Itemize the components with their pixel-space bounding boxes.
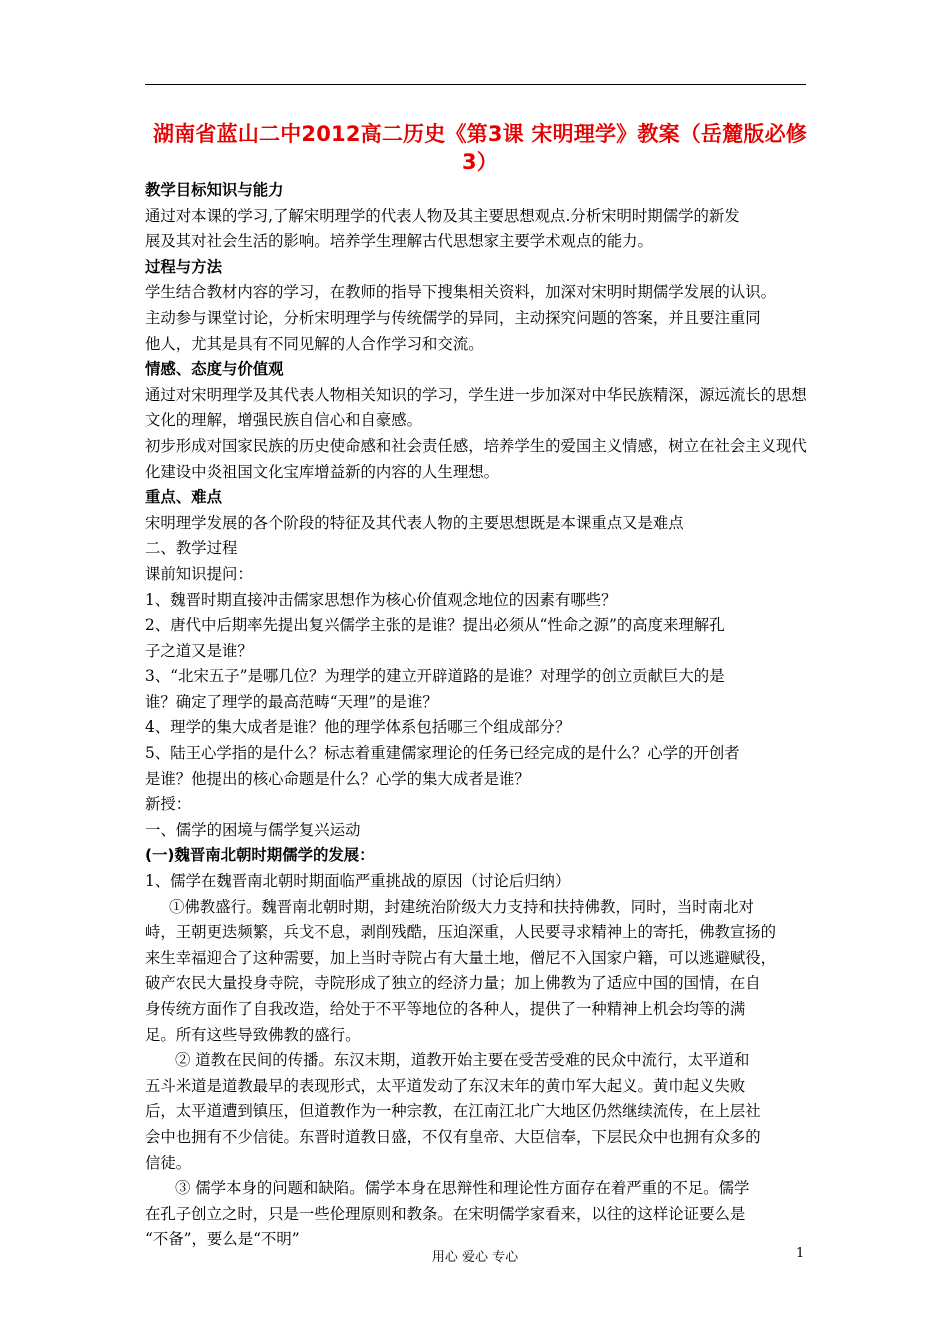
question-line: 1、魏晋时期直接冲击儒家思想作为核心价值观念地位的因素有哪些？ [145,590,617,609]
paragraph-line: 通过对本课的学习,了解宋明理学的代表人物及其主要思想观点.分析宋明时期儒学的新发 [145,206,740,225]
question-line: 5、陆王心学指的是什么？标志着重建儒家理论的任务已经完成的是什么？心学的开创者 [145,744,740,763]
subsection-heading: (一)魏晋南北朝时期儒学的发展： [145,846,375,865]
paragraph-line: 来生幸福迎合了这种需要，加上当时寺院占有大量土地，僧尼不入国家户籍，可以逃避赋役， [145,948,777,967]
paragraph-line: 足。所有这些导致佛教的盛行。 [145,1025,361,1044]
paragraph-line: 信徒。 [145,1153,192,1172]
title-line-1: 湖南省蓝山二中2012高二历史《第3课 宋明理学》教案（岳麓版必修 [153,122,807,146]
paragraph-line: 峙，王朝更迭频繁，兵戈不息，剥削残酷，压迫深重，人民要寻求精神上的寄托，佛教宣扬的 [145,923,777,942]
document-title [145,120,815,176]
question-line: 4、理学的集大成者是谁？他的理学体系包括哪三个组成部分？ [145,718,571,737]
document-body [145,178,857,1253]
heading-key-points: 重点、难点 [145,488,222,507]
paragraph-line: 身传统方面作了自我改造，给处于不平等地位的各种人，提供了一种精神上机会均等的满 [145,1000,746,1018]
header-rule [145,84,806,85]
paragraph-line: 破产农民大量投身寺院，寺院形成了独立的经济力量；加上佛教为了适应中国的国情，在自 [145,974,761,993]
paragraph-line: 1、儒学在魏晋南北朝时期面临严重挑战的原因（讨论后归纳） [145,872,571,891]
question-line: 是谁？他提出的核心命题是什么？心学的集大成者是谁？ [145,769,530,788]
paragraph-line: 主动参与课堂讨论，分析宋明理学与传统儒学的异同，主动探究问题的答案，并且要注重同 [145,308,761,327]
title-line-2: 3） [461,150,498,174]
paragraph-line: 五斗米道是道教最早的表现形式，太平道发动了东汉末年的黄巾军大起义。黄巾起义失败 [145,1076,746,1095]
footer-slogan: 用心 爱心 专心 [431,1250,519,1265]
question-line: 2、唐代中后期率先提出复兴儒学主张的是谁？提出必须从“性命之源”的高度来理解孔 [145,616,725,635]
heading-process-method: 过程与方法 [145,257,222,276]
paragraph-line: 他人，尤其是具有不同见解的人合作学习和交流。 [145,334,484,353]
question-line: 3、“北宋五子”是哪几位？为理学的建立开辟道路的是谁？对理学的创立贡献巨大的是 [145,667,725,686]
paragraph-line: 在孔子创立之时，只是一些伦理原则和教条。在宋明儒学家看来，以往的这样论证要么是 [145,1204,746,1223]
section-heading: 一、儒学的困境与儒学复兴运动 [145,820,361,839]
paragraph-line: 通过对宋明理学及其代表人物相关知识的学习，学生进一步加深对中华民族精深，源远流长的思想 [145,385,807,404]
paragraph-line: 化建设中炎祖国文化宝库增益新的内容的人生理想。 [145,462,499,481]
paragraph-line: 展及其对社会生活的影响。培养学生理解古代思想家主要学术观点的能力。 [145,232,653,251]
paragraph-line: 学生结合教材内容的学习，在教师的指导下搜集相关资料，加深对宋明时期儒学发展的认识。 [145,283,777,302]
paragraph-line: 课前知识提问： [145,564,253,583]
question-line: 谁？确定了理学的最高范畴“天理”的是谁？ [145,692,438,711]
paragraph-line: “不备”，要么是“不明” [145,1230,300,1249]
paragraph-line: ③ 儒学本身的问题和缺陷。儒学本身在思辩性和理论性方面存在着严重的不足。儒学 [175,1179,750,1198]
paragraph-line: 初步形成对国家民族的历史使命感和社会责任感，培养学生的爱国主义情感，树立在社会主义现代 [145,436,807,455]
paragraph-line: ①佛教盛行。魏晋南北朝时期，封建统治阶级大力支持和扶持佛教，同时，当时南北对 [169,897,754,916]
paragraph-line: ② 道教在民间的传播。东汉末期，道教开始主要在受苦受难的民众中流行，太平道和 [175,1051,750,1070]
paragraph-line: 宋明理学发展的各个阶段的特征及其代表人物的主要思想既是本课重点又是难点 [145,513,684,532]
paragraph-line: 文化的理解，增强民族自信心和自豪感。 [145,411,423,430]
question-line: 子之道又是谁？ [145,641,253,660]
page-number: 1 [796,1246,805,1261]
paragraph-line: 后，太平道遭到镇压，但道教作为一种宗教，在江南江北广大地区仍然继续流传，在上层社 [145,1102,761,1121]
heading-values: 情感、态度与价值观 [145,360,284,379]
heading-objectives: 教学目标知识与能力 [145,181,284,199]
section-heading: 二、教学过程 [145,539,238,558]
paragraph-line: 新授： [145,795,192,814]
paragraph-line: 会中也拥有不少信徒。东晋时道教日盛，不仅有皇帝、大臣信奉，下层民众中也拥有众多的 [145,1127,761,1146]
